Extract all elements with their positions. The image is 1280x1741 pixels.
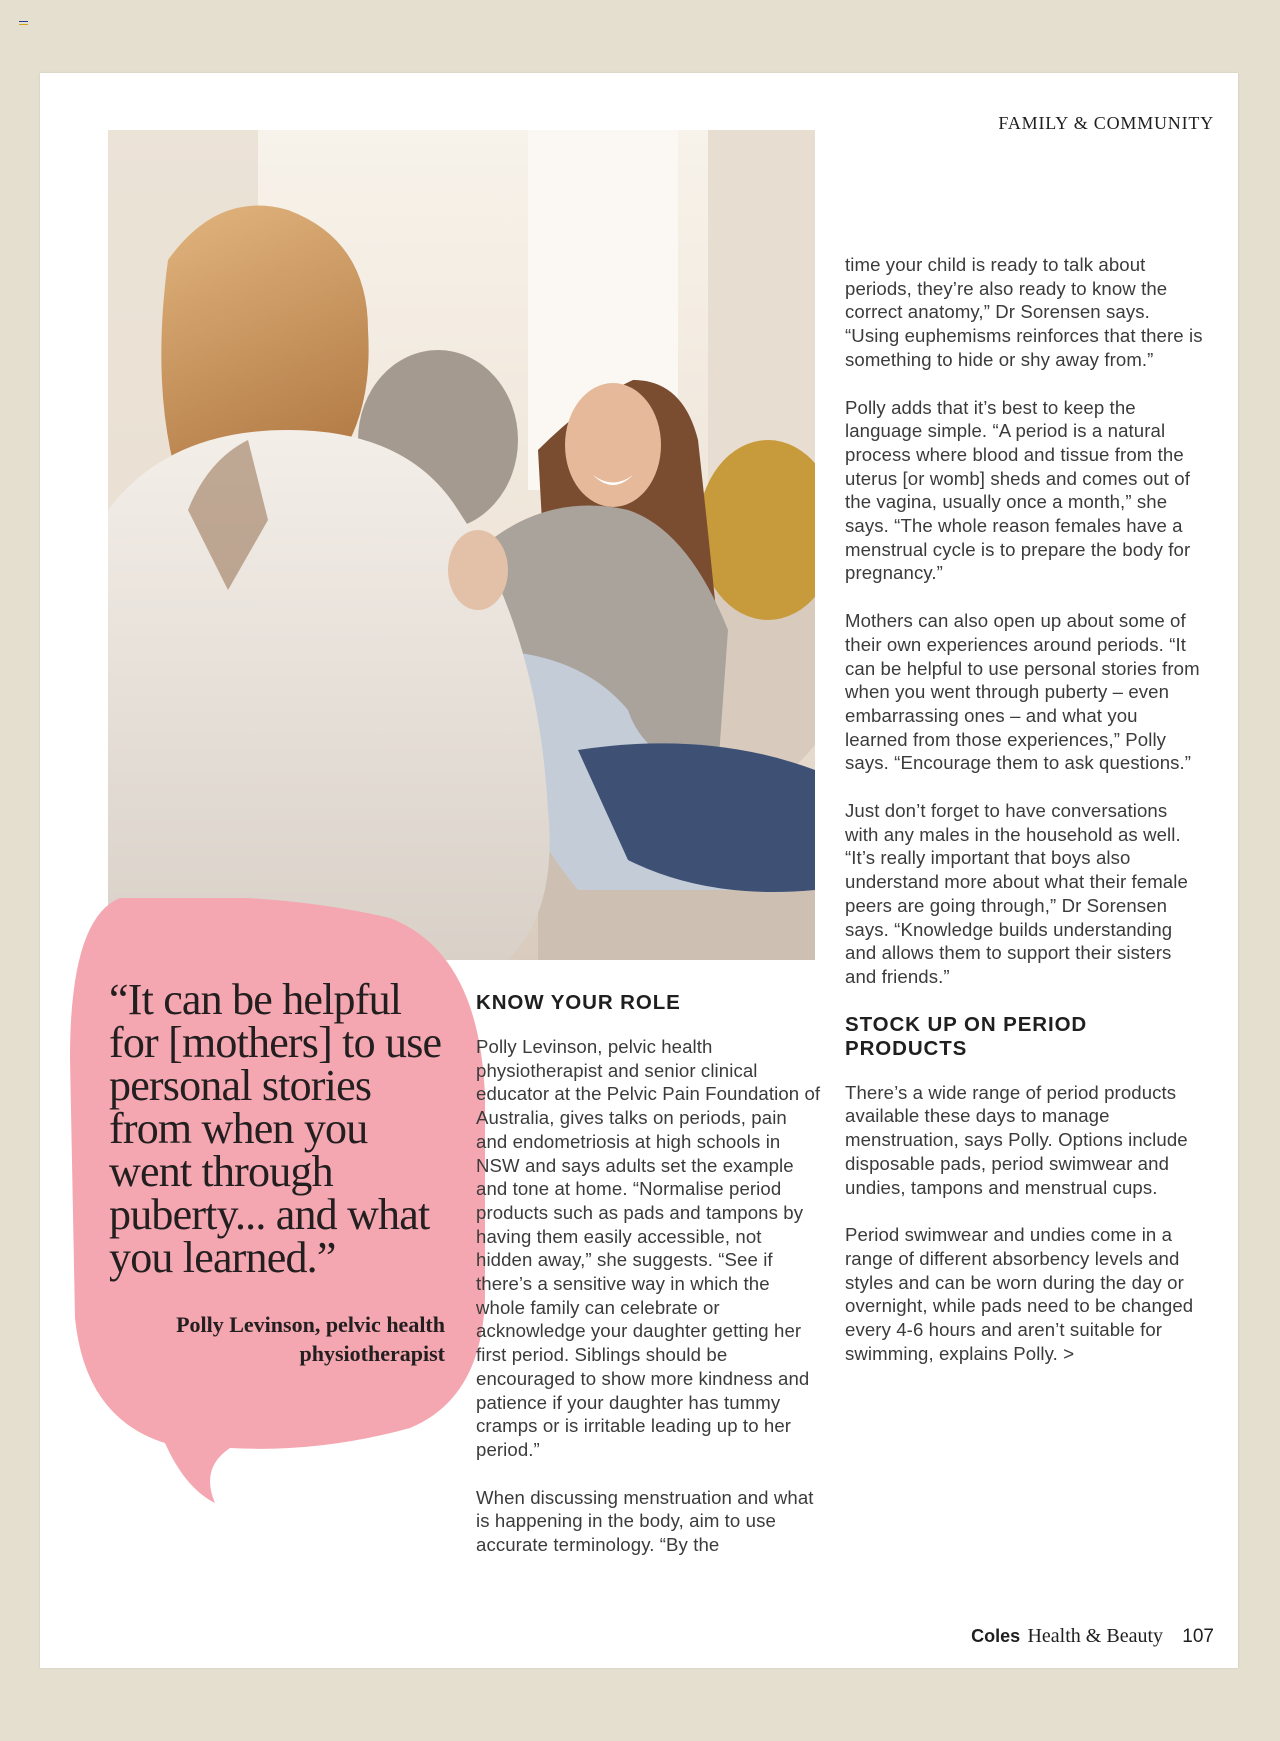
- section-label: FAMILY & COMMUNITY: [998, 113, 1214, 133]
- paragraph: There’s a wide range of period products available these days to manage menstruation, says Polly. Options include disposable pads, period swimwear and undies, tampons and menstrual cups.: [845, 1081, 1188, 1198]
- article-column-right: [845, 253, 1205, 1389]
- paragraph: Mothers can also open up about some of their own experiences around periods. “It can be helpful to use personal stories from when you went through puberty – even embarrassing ones – and what you learned from those experiences,” Polly says. “Encourage them to ask questions.”: [845, 610, 1200, 774]
- footer-publication: Health & Beauty: [1027, 1625, 1164, 1647]
- article-photo: [108, 130, 815, 960]
- magazine-page: [40, 73, 1238, 1668]
- heading-stock-up: STOCK UP ON PERIOD PRODUCTS: [845, 1012, 1088, 1060]
- paragraph: Period swimwear and undies come in a range of different absorbency levels and styles and can be worn during the day or overnight, while pads need to be changed every 4-6 hours and aren’t suitable for swimming, explains Polly. >: [845, 1224, 1194, 1364]
- page-number: 107: [1182, 1626, 1214, 1647]
- paragraph: Polly Levinson, pelvic health physiotherapist and senior clinical educator at the Pelvic Pain Foundation of Australia, gives talks on periods, pain and endometriosis at high schools in NSW and says adults set the example and tone at home. “Normalise period products such as pads and tampons by having them easily accessible, not hidden away,” she suggests. “See if there’s a sensitive way in which the whole family can celebrate or acknowledge your daughter getting her first period. Siblings should be encouraged to show more kindness and patience if your daughter has tummy cramps or is irritable leading up to her period.”: [476, 1036, 821, 1460]
- paragraph: Polly adds that it’s best to keep the language simple. “A period is a natural process where blood and tissue from the uterus [or womb] sheds and comes out of the vagina, usually once a month,” she says. “The whole reason females have a menstrual cycle is to prepare the body for pregnancy.”: [845, 396, 1191, 584]
- article-column-middle: [476, 991, 821, 1581]
- pull-quote-attribution: Polly Levinson, pelvic health physiotherapist: [176, 1312, 445, 1366]
- pull-quote-bubble: [70, 898, 495, 1508]
- footer-brand: Coles: [971, 1626, 1021, 1646]
- menu-icon[interactable]: [19, 21, 28, 28]
- page-footer: [971, 1625, 1214, 1648]
- paragraph: Just don’t forget to have conversations with any males in the household as well. “It’s really important that boys also understand more about what their female peers are going through,” Dr Sorensen says. “Knowledge builds understanding and allows them to support their sisters and friends.”: [845, 800, 1188, 987]
- pull-quote-text: “It can be helpful for [mothers] to use personal stories from when you went through puberty... and what you learned.”: [109, 975, 442, 1282]
- paragraph: time your child is ready to talk about periods, they’re also ready to know the correct anatomy,” Dr Sorensen says. “Using euphemisms reinforces that there is something to hide or shy away from.”: [845, 254, 1203, 370]
- heading-know-your-role: KNOW YOUR ROLE: [476, 991, 681, 1014]
- paragraph: When discussing menstruation and what is happening in the body, aim to use accurate terminology. “By the: [476, 1486, 814, 1556]
